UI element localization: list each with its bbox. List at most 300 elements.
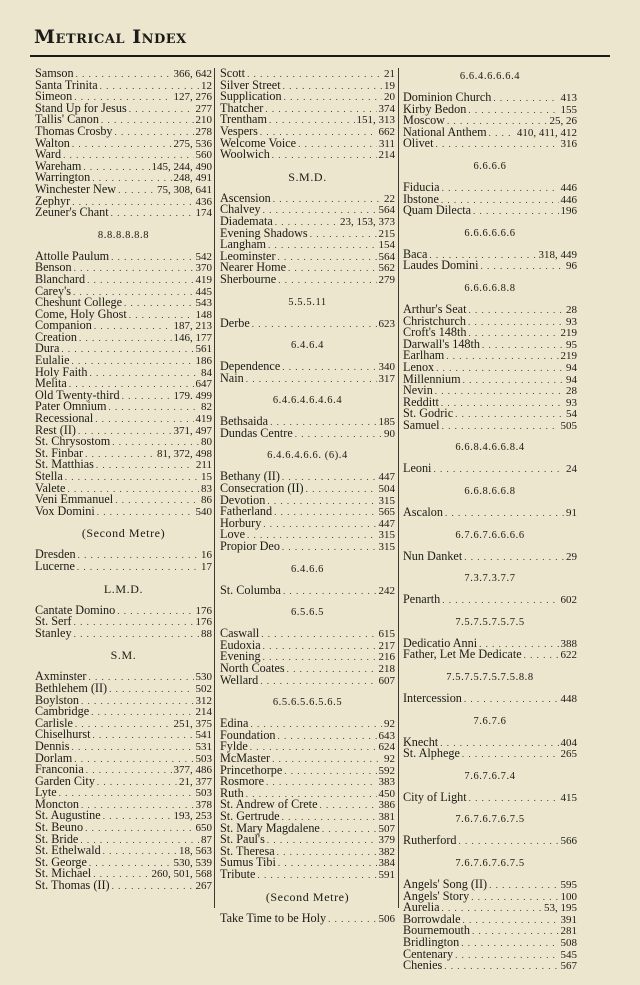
hymn-numbers: 20 <box>384 91 395 104</box>
dot-leader <box>464 552 564 564</box>
tune-name: St. Beuno <box>35 820 84 835</box>
dot-leader <box>85 449 155 461</box>
tune-name: Old Twenty-third <box>35 387 120 402</box>
index-entry <box>35 625 212 640</box>
tune-name: Lyte <box>35 785 57 800</box>
tune-name: Trentham <box>220 112 267 127</box>
hymn-numbers: 185 <box>378 416 395 429</box>
hymn-numbers: 505 <box>560 419 577 432</box>
dot-leader <box>83 162 149 174</box>
tune-name: Stella <box>35 469 63 483</box>
hymn-numbers: 643 <box>378 729 395 742</box>
tune-name: Millennium <box>403 371 461 386</box>
tune-name: Penarth <box>403 592 441 607</box>
index-entry <box>403 463 577 475</box>
dot-leader <box>267 496 376 508</box>
hymn-numbers: 315 <box>378 494 395 507</box>
tune-name: Angels' Song (II) <box>403 877 488 891</box>
index-entry <box>35 207 212 219</box>
hymn-numbers: 176 <box>195 604 212 617</box>
index-entry <box>35 558 212 573</box>
dot-leader <box>77 562 199 574</box>
tune-name: St. Paul's <box>220 832 265 847</box>
hymn-numbers: 187, 213 <box>173 320 212 333</box>
hymn-numbers: 23, 153, 373 <box>340 215 395 228</box>
tune-name: Fiducia <box>403 179 440 194</box>
dot-leader <box>115 495 199 507</box>
tune-name: Moscow <box>403 113 445 128</box>
index-entry <box>220 425 395 440</box>
tune-name: Quam Dilecta <box>403 203 472 218</box>
tune-name: Diademata <box>220 213 273 228</box>
metre-heading: 7.5.7.5.7.5.7.5 <box>455 616 525 628</box>
metre-heading: 6.4.6.4 <box>290 340 325 352</box>
tune-name: Leoni <box>403 461 432 476</box>
tune-name: Foundation <box>220 727 276 742</box>
hymn-numbers: 370 <box>195 262 212 275</box>
tune-name: Laudes Domini <box>403 258 479 273</box>
tune-name: Winchester New <box>35 181 117 196</box>
metre-heading: 6.6.8.4.6.6.8.4 <box>455 442 525 454</box>
hymn-numbers: 15 <box>201 471 212 483</box>
tune-name: Ibstone <box>403 191 439 206</box>
tune-name: Franconia <box>35 762 84 777</box>
tune-name: Holy Faith <box>35 364 88 379</box>
page-title: Metrical Index <box>34 26 187 48</box>
dot-leader <box>442 421 559 433</box>
index-entry <box>403 789 577 804</box>
dot-leader <box>263 641 377 653</box>
dot-leader <box>282 362 376 374</box>
hymn-numbers: 410, 411, 412 <box>516 126 577 139</box>
dot-leader <box>97 777 177 789</box>
tune-name: Bethsaida <box>220 414 269 429</box>
hymn-numbers: 564 <box>378 250 395 263</box>
index-column-2 <box>220 68 395 924</box>
tune-name: Consecration (II) <box>220 481 304 496</box>
tune-name: Valete <box>35 480 66 495</box>
tune-name: Recessional <box>35 411 94 426</box>
dot-leader <box>74 629 199 641</box>
hymn-numbers: 312 <box>195 694 212 707</box>
dot-leader <box>103 846 177 858</box>
tune-name: St. Finbar <box>35 445 84 460</box>
hymn-numbers: 371, 497 <box>173 424 212 437</box>
index-entry <box>403 507 577 519</box>
tune-name: St. Michael <box>35 866 92 881</box>
hymn-numbers: 29 <box>566 550 577 563</box>
dot-leader <box>63 150 193 162</box>
tune-name: Langham <box>220 237 267 252</box>
metre-heading: 7.6.7.6.7.4 <box>464 770 516 782</box>
index-entry <box>403 594 577 606</box>
hymn-numbers: 623 <box>378 317 395 330</box>
tune-name: Garden City <box>35 773 95 788</box>
tune-name: Intercession <box>403 691 462 706</box>
dot-leader <box>288 263 377 275</box>
tune-name: St. Mary Magdalene <box>220 820 320 835</box>
hymn-numbers: 248, 491 <box>173 172 212 185</box>
dot-leader <box>61 344 193 356</box>
hymn-numbers: 592 <box>378 764 395 777</box>
hymn-numbers: 28 <box>566 303 577 316</box>
hymn-numbers: 388 <box>560 637 577 650</box>
index-entry <box>35 135 212 150</box>
hymn-numbers: 446 <box>560 193 577 206</box>
tune-name: Leominster <box>220 248 276 263</box>
metre-heading: 6.6.6.6 <box>473 160 507 172</box>
tune-name: Bethany (II) <box>220 469 280 484</box>
metre-heading: (Second Metre) <box>81 526 166 541</box>
dot-leader <box>257 870 376 882</box>
tune-name: St. Thomas (II) <box>35 878 110 893</box>
tune-name: Samuel <box>403 417 440 432</box>
dot-leader <box>298 139 377 151</box>
dot-leader <box>112 881 194 893</box>
tune-name: St. Columba <box>220 582 281 597</box>
hymn-numbers: 624 <box>378 741 395 754</box>
dot-leader <box>295 429 382 441</box>
index-entry <box>403 649 577 661</box>
hymn-numbers: 379 <box>378 834 395 847</box>
dot-leader <box>278 252 377 264</box>
tune-name: Boylston <box>35 692 80 707</box>
tune-name: St. Bride <box>35 831 79 846</box>
hymn-numbers: 260, 501, 568 <box>151 868 212 881</box>
dot-leader <box>322 824 377 836</box>
tune-name: Creation <box>35 329 77 344</box>
dot-leader <box>310 229 377 241</box>
dot-leader <box>93 730 194 742</box>
tune-name: Simeon <box>35 89 73 104</box>
dot-leader <box>87 275 193 287</box>
dot-leader <box>442 595 558 607</box>
tune-name: Nevin <box>403 383 433 398</box>
tune-name: Moncton <box>35 796 80 811</box>
tune-name: Benson <box>35 260 72 275</box>
hymn-numbers: 530 <box>195 671 212 684</box>
hymn-numbers: 93 <box>566 396 577 409</box>
hymn-numbers: 446 <box>560 181 577 194</box>
tune-name: Vespers <box>220 123 258 138</box>
index-entry <box>220 910 395 925</box>
hymn-numbers: 540 <box>195 505 212 518</box>
hymn-numbers: 148 <box>195 308 212 321</box>
tune-name: Kirby Bedon <box>403 101 467 116</box>
dot-leader <box>482 340 564 352</box>
metre-heading: 7.5.7.5.7.5.7.5.8.8 <box>446 672 534 684</box>
dot-leader <box>95 414 193 426</box>
dot-leader <box>108 402 199 414</box>
tune-name: Dennis <box>35 738 70 753</box>
index-entry <box>35 773 212 788</box>
tune-name: Veni Emmanuel <box>35 492 114 507</box>
tune-name: St. Andrew of Crete <box>220 797 318 812</box>
hymn-numbers: 90 <box>384 427 395 440</box>
hymn-numbers: 506 <box>378 912 395 925</box>
index-column-3 <box>403 68 577 972</box>
tune-name: Lenox <box>403 359 435 374</box>
tune-name: Carey's <box>35 283 72 298</box>
dot-leader <box>435 139 558 151</box>
metre-heading: 6.4.6.6 <box>290 563 325 575</box>
dot-leader <box>252 319 377 331</box>
hymn-numbers: 25, 26 <box>549 115 577 128</box>
hymn-numbers: 384 <box>378 857 395 870</box>
hymn-numbers: 18, 563 <box>179 845 212 858</box>
hymn-numbers: 530, 539 <box>173 856 212 869</box>
hymn-numbers: 251, 375 <box>173 717 212 730</box>
hymn-numbers: 541 <box>195 729 212 742</box>
hymn-numbers: 75, 308, 641 <box>157 183 212 196</box>
tune-name: Lucerne <box>35 558 75 573</box>
index-entry <box>220 149 395 161</box>
index-entry <box>403 138 577 150</box>
dot-leader <box>319 800 376 812</box>
dot-leader <box>468 328 558 340</box>
dot-leader <box>473 206 558 218</box>
tune-name: Horbury <box>220 515 262 530</box>
tune-name: Tallis' Canon <box>35 112 99 127</box>
dot-leader <box>117 606 193 618</box>
hymn-numbers: 378 <box>195 798 212 811</box>
metre-heading: 6.6.6.6.8.8 <box>464 282 516 294</box>
dot-leader <box>124 298 194 310</box>
dot-leader <box>94 321 172 333</box>
hymn-numbers: 265 <box>560 748 577 761</box>
tune-name: Love <box>220 527 246 542</box>
hymn-numbers: 179. 499 <box>173 389 212 402</box>
tune-name: National Anthem <box>403 124 487 139</box>
tune-name: Ascalon <box>403 505 443 520</box>
tune-name: Come, Holy Ghost <box>35 306 127 321</box>
tune-name: Zephyr <box>35 193 71 208</box>
tune-name: Wellard <box>220 672 259 687</box>
tune-name: Princethorpe <box>220 762 283 777</box>
tune-name: St. Gertrude <box>220 808 280 823</box>
dot-leader <box>74 617 194 629</box>
tune-name: Dorlam <box>35 750 73 765</box>
dot-leader <box>445 508 564 520</box>
tune-name: Borrowdale <box>403 911 461 926</box>
tune-name: Nearer Home <box>220 260 286 275</box>
tune-name: Rest (II) <box>35 422 76 437</box>
dot-leader <box>441 398 564 410</box>
hymn-numbers: 215 <box>378 227 395 240</box>
index-entry <box>220 515 395 530</box>
dot-leader <box>260 676 376 688</box>
tune-name: City of Light <box>403 789 467 804</box>
dot-leader <box>278 275 376 287</box>
dot-leader <box>89 368 199 380</box>
tune-name: Fylde <box>220 739 248 754</box>
hymn-numbers: 146, 177 <box>173 331 212 344</box>
hymn-numbers: 595 <box>560 879 577 891</box>
dot-leader <box>435 386 564 398</box>
dot-leader <box>85 823 193 835</box>
dot-leader <box>277 847 377 859</box>
dot-leader <box>267 835 377 847</box>
tune-name: Angels' Story <box>403 888 470 903</box>
hymn-numbers: 91 <box>566 507 577 520</box>
hymn-numbers: 318, 449 <box>538 248 577 261</box>
hymn-numbers: 447 <box>378 517 395 530</box>
dot-leader <box>97 507 194 519</box>
dot-leader <box>274 507 376 519</box>
tune-name: Thomas Crosby <box>35 123 113 138</box>
tune-name: Christchurch <box>403 313 466 328</box>
tune-name: Chiselhurst <box>35 727 91 742</box>
dot-leader <box>72 139 172 151</box>
dot-leader <box>72 356 194 368</box>
hymn-numbers: 504 <box>378 483 395 496</box>
index-entry <box>403 548 577 563</box>
tune-name: Cantate Domino <box>35 602 116 617</box>
tune-name: Evening Shadows <box>220 225 308 240</box>
tune-name: Evening <box>220 649 261 664</box>
hymn-numbers: 419 <box>195 273 212 286</box>
dot-leader <box>283 586 377 598</box>
hymn-numbers: 277 <box>195 102 212 115</box>
hymn-numbers: 281 <box>560 925 577 938</box>
hymn-numbers: 317 <box>378 372 395 385</box>
hymn-numbers: 340 <box>378 361 395 374</box>
dot-leader <box>72 742 194 754</box>
tune-name: Dependence <box>220 359 281 374</box>
dot-leader <box>273 194 382 206</box>
tune-name: Pater Omnium <box>35 399 107 414</box>
dot-leader <box>74 263 194 275</box>
tune-name: Rutherford <box>403 833 457 848</box>
metre-heading: 7.6.7.6.7.6.7.5 <box>455 814 525 826</box>
hymn-numbers: 174 <box>195 207 212 220</box>
tune-name: St. Serf <box>35 614 72 629</box>
index-entry <box>403 693 577 705</box>
dot-leader <box>455 950 558 962</box>
hymn-numbers: 12 <box>201 79 212 92</box>
dot-leader <box>489 880 558 892</box>
tune-name: Wareham <box>35 158 82 173</box>
hymn-numbers: 88 <box>201 627 212 640</box>
hymn-numbers: 82 <box>201 401 212 414</box>
dot-leader <box>269 115 355 127</box>
index-entry <box>403 960 577 972</box>
tune-name: Olivet <box>403 136 434 151</box>
tune-name: Chenies <box>403 958 443 973</box>
tune-name: Bethlehem (II) <box>35 680 108 695</box>
hymn-numbers: 16 <box>201 549 212 562</box>
metre-heading: 8.8.8.8.8.8 <box>97 229 150 241</box>
hymn-numbers: 242 <box>378 584 395 597</box>
index-entry <box>220 866 395 881</box>
dot-leader <box>468 305 564 317</box>
hymn-numbers: 87 <box>201 833 212 846</box>
dot-leader <box>266 777 376 789</box>
hymn-numbers: 24 <box>566 463 577 476</box>
tune-name: Propior Deo <box>220 539 280 554</box>
tune-name: Bridlington <box>403 934 460 949</box>
tune-name: Fatherland <box>220 504 273 519</box>
dot-leader <box>65 472 199 484</box>
dot-leader <box>284 92 382 104</box>
index-entry <box>403 417 577 432</box>
tune-name: Scott <box>220 66 246 80</box>
tune-name: Ward <box>35 147 62 162</box>
tune-name: Rosmore <box>220 774 265 789</box>
hymn-numbers: 214 <box>378 149 395 162</box>
index-entry <box>220 361 395 373</box>
hymn-numbers: 662 <box>378 125 395 138</box>
dot-leader <box>472 926 558 938</box>
tune-name: St. Chrysostom <box>35 434 111 449</box>
metre-heading: 7.6.7.6 <box>473 715 507 727</box>
dot-leader <box>328 914 376 926</box>
tune-name: Attolle Paulum <box>35 248 110 263</box>
hymn-numbers: 193, 253 <box>173 810 212 823</box>
hymn-numbers: 278 <box>195 125 212 138</box>
dot-leader <box>283 81 382 93</box>
dot-leader <box>463 375 564 387</box>
hymn-numbers: 80 <box>201 436 212 449</box>
metre-heading: 6.6.6.6.6.6 <box>464 227 516 239</box>
tune-name: Vox Domini <box>35 503 95 518</box>
tune-name: Carlisle <box>35 715 73 730</box>
dot-leader <box>246 374 377 386</box>
hymn-numbers: 445 <box>195 285 212 298</box>
hymn-numbers: 647 <box>195 378 212 391</box>
tune-name: Silver Street <box>220 77 281 92</box>
dot-leader <box>268 240 376 252</box>
hymn-numbers: 92 <box>384 718 395 731</box>
hymn-numbers: 53, 195 <box>544 902 577 915</box>
metre-heading: 6.4.6.4.6.6. (6).4 <box>267 450 348 462</box>
hymn-numbers: 218 <box>378 663 395 675</box>
hymn-numbers: 448 <box>560 693 577 706</box>
tune-name: Blanchard <box>35 271 86 286</box>
hymn-numbers: 542 <box>195 250 212 263</box>
hymn-numbers: 560 <box>195 149 212 162</box>
dot-leader <box>79 333 172 345</box>
dot-leader <box>129 104 194 116</box>
tune-name: Walton <box>35 135 70 150</box>
metre-heading: 5.5.5.11 <box>288 296 327 308</box>
hymn-numbers: 545 <box>560 948 577 961</box>
hymn-numbers: 386 <box>378 799 395 812</box>
hymn-numbers: 404 <box>560 736 577 749</box>
tune-name: Dominion Church <box>403 90 492 104</box>
dot-leader <box>469 793 559 805</box>
hymn-numbers: 531 <box>195 740 212 753</box>
index-entry <box>35 503 212 518</box>
hymn-numbers: 543 <box>195 297 212 310</box>
tune-name: Eulalie <box>35 353 70 368</box>
hymn-numbers: 383 <box>378 776 395 789</box>
tune-name: St. Alphege <box>403 746 460 761</box>
hymn-numbers: 503 <box>195 787 212 800</box>
hymn-numbers: 419 <box>195 413 212 426</box>
hymn-numbers: 275, 536 <box>173 137 212 150</box>
tune-name: Tribute <box>220 866 256 881</box>
dot-leader <box>96 460 194 472</box>
hymn-numbers: 210 <box>195 114 212 127</box>
index-entry <box>220 271 395 286</box>
hymn-numbers: 391 <box>560 913 577 926</box>
dot-leader <box>489 128 515 140</box>
tune-name: Thatcher <box>220 100 264 115</box>
tune-name: St. Godric <box>403 406 454 421</box>
tune-name: Samson <box>35 66 74 80</box>
dot-leader <box>115 127 194 139</box>
